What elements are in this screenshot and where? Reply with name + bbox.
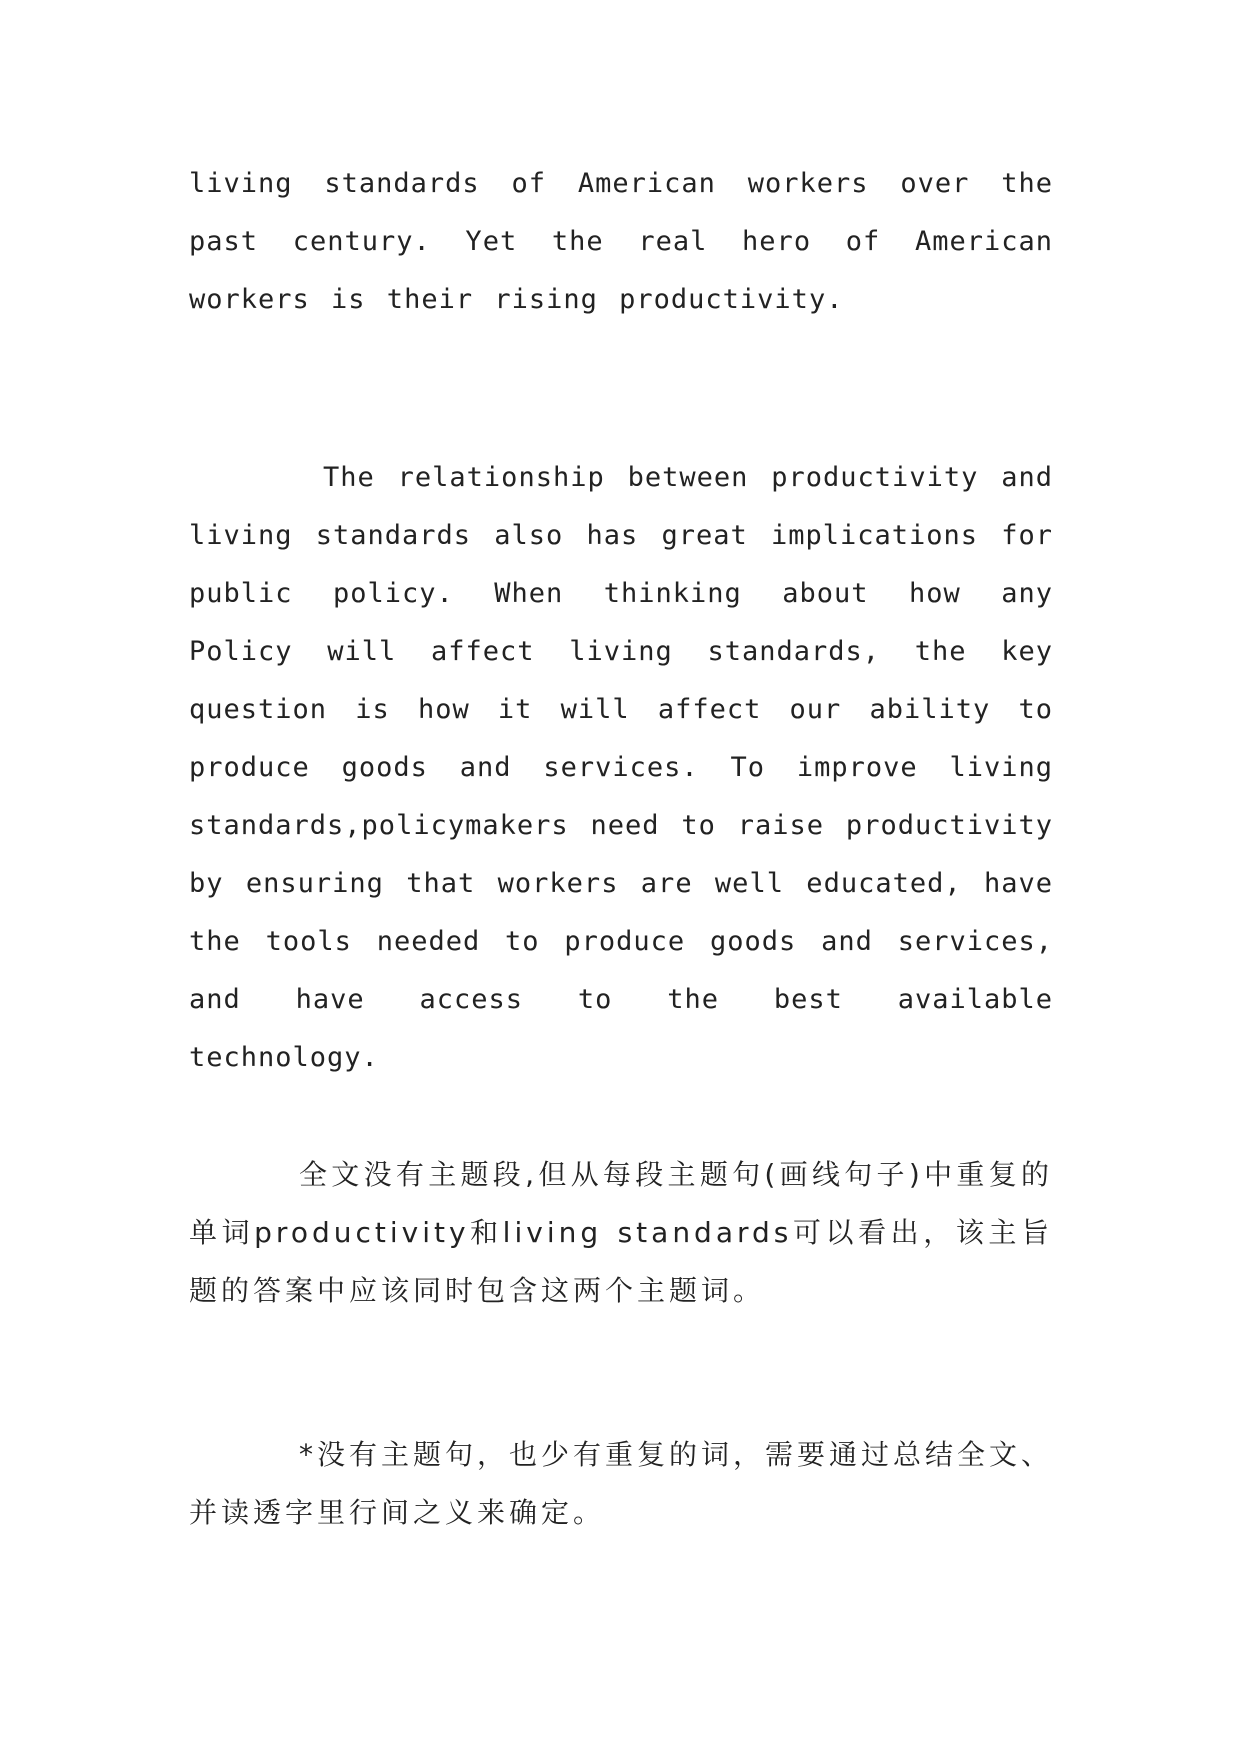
paragraph-chinese-note: *没有主题句，也少有重复的词，需要通过总结全文、并读透字里行间之义来确定。	[189, 1438, 1054, 1529]
paragraph-living-standards-intro: living standards of American workers over the past century. Yet the real hero of American workers is their rising productivity.	[189, 168, 1053, 315]
paragraph-productivity-public-policy: The relationship between productivity and living standards also has great implications for public policy. When thinking about how any Policy will affect living standards, the key question is how it will affect our ability to produce goods and services. To improve living standards,policymakers need to raise productivity by ensuring that workers are well educated, have the tools needed to produce goods and services, and have access to the best available technology.	[189, 462, 1053, 1073]
paragraph-chinese-analysis: 全文没有主题段,但从每段主题句(画线句子)中重复的单词productivity和living standards可以看出，该主旨题的答案中应该同时包含这两个主题词。	[189, 1158, 1053, 1307]
